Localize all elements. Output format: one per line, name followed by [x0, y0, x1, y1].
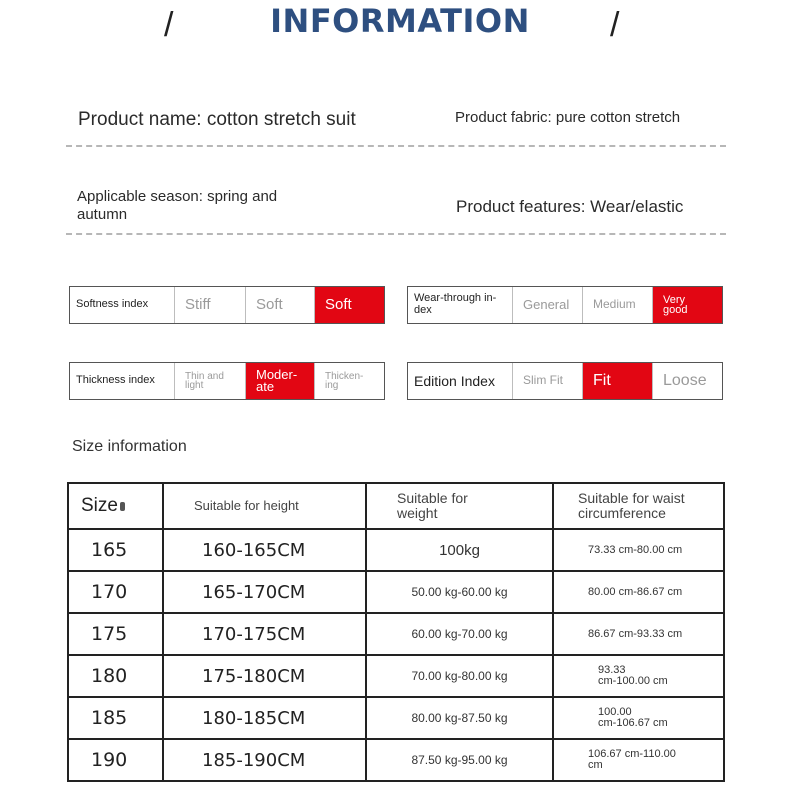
- product-season-line2: autumn: [77, 206, 128, 223]
- wear-option-very-good: Very good: [652, 287, 722, 323]
- cell-size: 190: [68, 739, 163, 781]
- cell-waist-line1: 100.00: [598, 706, 632, 718]
- cell-waist: [553, 613, 724, 655]
- cell-size: 185: [68, 697, 163, 739]
- table-row: [68, 739, 724, 781]
- cell-weight: 70.00 kg-80.00 kg: [366, 655, 553, 697]
- cell-height: 180-185CM: [163, 697, 366, 739]
- wear-option-medium: Medium: [582, 287, 652, 323]
- cell-waist-line1: 86.67 cm-93.33 cm: [588, 627, 683, 640]
- header-size: [68, 483, 163, 529]
- tag-icon: [120, 502, 125, 511]
- cell-weight: 50.00 kg-60.00 kg: [366, 571, 553, 613]
- cell-waist-line1: 106.67 cm-110.00: [588, 748, 676, 760]
- cell-size: 165: [68, 529, 163, 571]
- softness-option-stiff: Stiff: [174, 287, 245, 323]
- header-height: Suitable for height: [163, 483, 366, 529]
- softness-option-soft-selected: Soft: [314, 287, 384, 323]
- header-waist-line2: circumference: [578, 505, 666, 521]
- header-waist: [553, 483, 724, 529]
- cell-waist: [553, 529, 724, 571]
- product-features: Product features: Wear/elastic: [456, 197, 684, 216]
- table-row: [68, 529, 724, 571]
- edition-option-slim-fit: Slim Fit: [512, 363, 582, 399]
- header-weight-line1: Suitable for: [397, 490, 468, 507]
- cell-waist-line2: cm-106.67 cm: [598, 717, 668, 729]
- thickness-option-thin-line2: light: [185, 380, 204, 391]
- softness-option-soft: Soft: [245, 287, 314, 323]
- header-weight: [366, 483, 553, 529]
- cell-size: 170: [68, 571, 163, 613]
- wear-through-label-line1: Wear-through in-: [414, 292, 497, 305]
- thickness-option-thickening: [314, 363, 384, 399]
- cell-weight: 80.00 kg-87.50 kg: [366, 697, 553, 739]
- cell-waist-line1: 93.33: [598, 664, 626, 676]
- cell-waist-line2: cm: [588, 759, 603, 771]
- thickness-option-moderate-line2: ate: [256, 379, 275, 394]
- cell-weight: 87.50 kg-95.00 kg: [366, 739, 553, 781]
- wear-option-general: General: [512, 287, 582, 323]
- cell-height: 160-165CM: [163, 529, 366, 571]
- thickness-index: [69, 362, 385, 400]
- thickness-option-thickening-line1: Thicken-: [325, 370, 364, 382]
- divider: [66, 233, 726, 235]
- cell-waist: [553, 571, 724, 613]
- cell-waist-line1: 73.33 cm-80.00 cm: [588, 543, 683, 556]
- cell-weight: 100kg: [366, 529, 553, 571]
- header-slash-left: /: [164, 6, 174, 44]
- wear-through-index-label: [408, 287, 512, 323]
- cell-waist-line2: cm-100.00 cm: [598, 675, 668, 687]
- header-size-label: Size: [81, 495, 118, 516]
- product-season-line1: Applicable season: spring and: [77, 188, 278, 205]
- table-row: [68, 613, 724, 655]
- cell-height: 170-175CM: [163, 613, 366, 655]
- header-weight-line2: weight: [397, 505, 438, 521]
- cell-waist: [553, 655, 724, 697]
- product-season: [77, 188, 277, 224]
- cell-size: 175: [68, 613, 163, 655]
- cell-waist: [553, 739, 724, 781]
- table-row: [68, 655, 724, 697]
- edition-option-loose: Loose: [652, 363, 722, 399]
- cell-waist: [553, 697, 724, 739]
- product-name: Product name: cotton stretch suit: [78, 109, 356, 130]
- wear-through-index: [407, 286, 723, 324]
- cell-height: 165-170CM: [163, 571, 366, 613]
- thickness-option-thin-line1: Thin and: [185, 370, 224, 382]
- thickness-index-label: Thickness index: [76, 374, 155, 387]
- cell-height: 175-180CM: [163, 655, 366, 697]
- edition-option-fit: Fit: [582, 363, 652, 399]
- size-table: [67, 482, 725, 782]
- table-row: [68, 697, 724, 739]
- thickness-option-moderate-line1: Moder-: [256, 366, 298, 382]
- divider: [66, 145, 726, 147]
- softness-index: [69, 286, 385, 324]
- cell-height: 185-190CM: [163, 739, 366, 781]
- cell-waist-line1: 80.00 cm-86.67 cm: [588, 585, 683, 598]
- edition-index-label: Edition Index: [414, 372, 495, 389]
- softness-index-label: Softness index: [76, 298, 149, 311]
- cell-size: 180: [68, 655, 163, 697]
- size-table-header: [68, 483, 724, 529]
- table-row: [68, 571, 724, 613]
- size-information-heading: Size information: [72, 438, 187, 455]
- header-waist-line1: Suitable for waist: [578, 490, 685, 507]
- wear-through-label-line2: dex: [414, 304, 432, 316]
- page-title: INFORMATION: [270, 2, 530, 40]
- thickness-option-moderate: [245, 363, 314, 399]
- header-slash-right: /: [610, 6, 620, 44]
- edition-index: [407, 362, 723, 400]
- thickness-option-thickening-line2: ing: [325, 380, 339, 391]
- cell-weight: 60.00 kg-70.00 kg: [366, 613, 553, 655]
- product-fabric: Product fabric: pure cotton stretch: [455, 109, 681, 126]
- thickness-option-thin: [174, 363, 245, 399]
